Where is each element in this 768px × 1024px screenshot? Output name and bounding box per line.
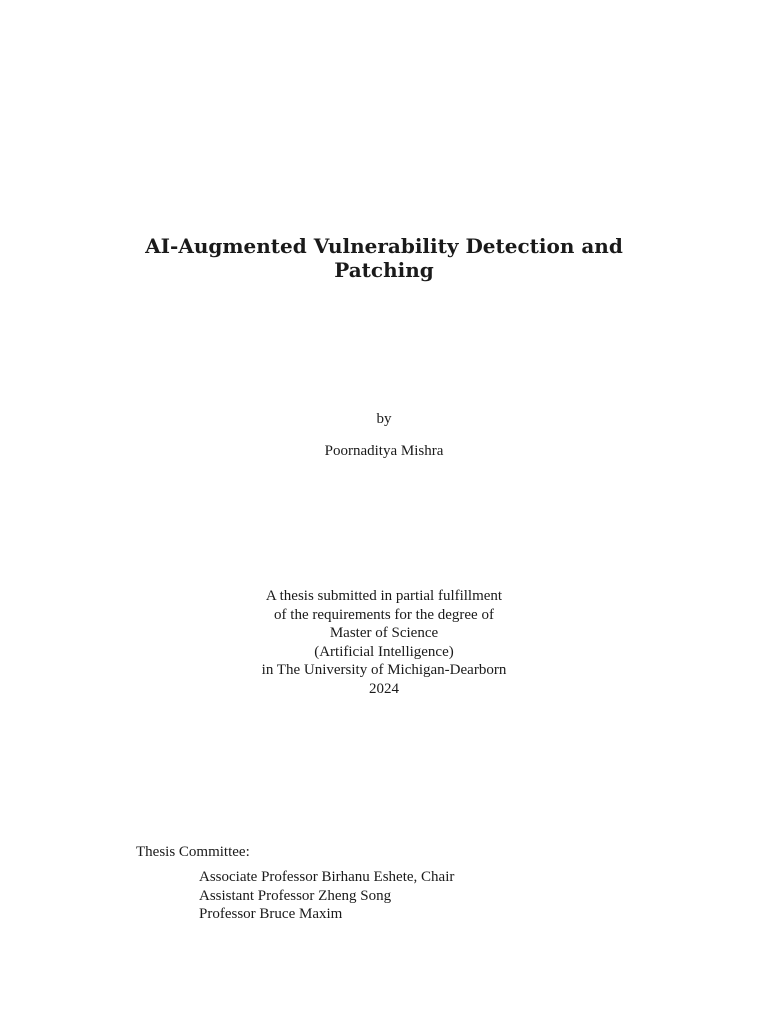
thesis-title <box>0 234 768 282</box>
submission-line-1: A thesis submitted in partial fulfillment <box>265 588 503 604</box>
committee-list <box>199 868 454 924</box>
committee-member: Professor Bruce Maxim <box>199 906 343 922</box>
author-name: Poornaditya Mishra <box>324 443 444 459</box>
thesis-title-line-2: Patching <box>334 258 434 282</box>
by-label: by <box>376 411 392 427</box>
submission-line-2: of the requirements for the degree of <box>274 606 494 623</box>
committee-heading: Thesis Committee: <box>136 844 250 860</box>
submission-year: 2024 <box>369 680 399 697</box>
thesis-title-line-1: AI-Augmented Vulnerability Detection and <box>145 234 623 258</box>
university-name: in The University of Michigan-Dearborn <box>261 662 507 679</box>
committee-member: Assistant Professor Zheng Song <box>199 887 392 904</box>
committee-member: Associate Professor Birhanu Eshete, Chair <box>199 869 455 885</box>
degree-name: Master of Science <box>329 625 439 642</box>
submission-statement <box>0 587 768 699</box>
degree-field: (Artificial Intelligence) <box>314 643 454 660</box>
